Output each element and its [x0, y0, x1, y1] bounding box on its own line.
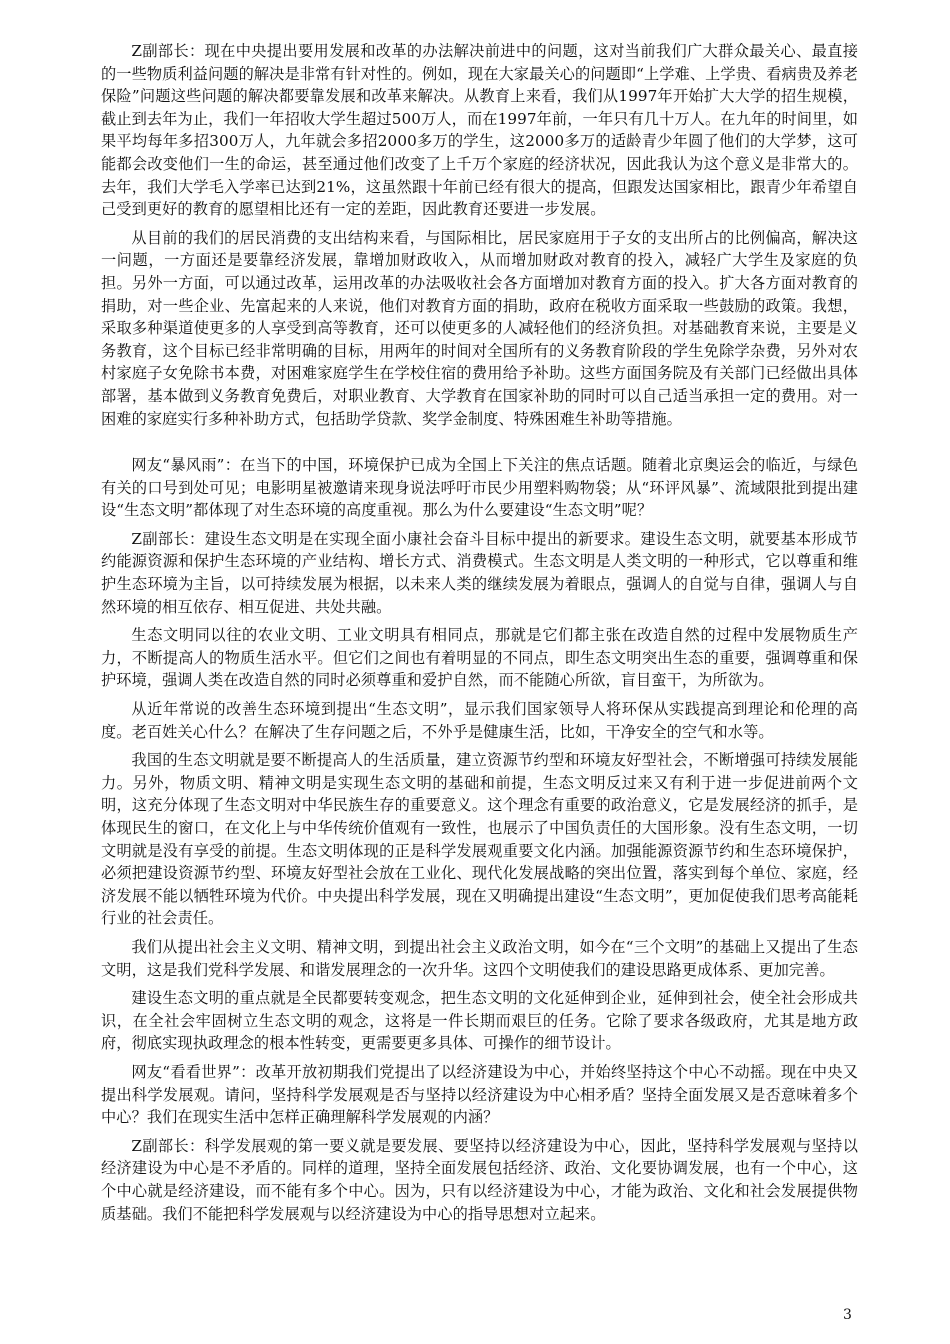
section-gap	[101, 436, 858, 454]
paragraph: Z副部长：建设生态文明是在实现全面小康社会奋斗目标中提出的新要求。建设生态文明，就要基本形成节约能源资源和保护生态环境的产业结构、增长方式、消费模式。生态文明是人类文明的一种形式，它以尊重和维护生态环境为主旨，以可持续发展为根据，以未来人类的继续发展为着眼点，强调人的自觉与自律，强调人与自然环境的相互依存、相互促进、共处共融。	[101, 529, 858, 616]
paragraph: 我国的生态文明就是要不断提高人的生活质量，建立资源节约型和环境友好型社会，不断增强可持续发展能力。另外，物质文明、精神文明是实现生态文明的基础和前提，生态文明反过来又有利于进一步促进前两个文明，这充分体现了生态文明对中华民族生存的重要意义。这个理念有重要的政治意义，它是发展经济的抓手，是体现民生的窗口，在文化上与中华传统价值观有一致性，也展示了中国负责任的大国形象。没有生态文明，一切文明就是没有享受的前提。生态文明体现的正是科学发展观重要文化内涵。加强能源资源节约和生态环境保护，必须把建设资源节约型、环境友好型社会放在工业化、现代化发展战略的突出位置，落实到每个单位、家庭，经济发展不能以牺牲环境为代价。中央提出科学发展，现在又明确提出建设“生态文明”，更加促使我们思考高能耗行业的社会责任。	[101, 751, 858, 928]
paragraph: 生态文明同以往的农业文明、工业文明具有相同点，那就是它们都主张在改造自然的过程中发展物质生产力，不断提高人的物质生活水平。但它们之间也有着明显的不同点，即生态文明突出生态的重要，强调尊重和保护环境，强调人类在改造自然的同时必须尊重和爱护自然，而不能随心所欲，盲目蛮干，为所欲为。	[101, 626, 858, 690]
paragraph: 网友“暴风雨”：在当下的中国，环境保护已成为全国上下关注的焦点话题。随着北京奥运会的临近，与绿色有关的口号到处可见；电影明星被邀请来现身说法呼吁市民少用塑料购物袋；从“环评风暴”、流域限批到提出建设“生态文明”都体现了对生态环境的高度重视。那么为什么要建设“生态文明”呢？	[101, 456, 858, 520]
paragraph: 建设生态文明的重点就是全民都要转变观念，把生态文明的文化延伸到企业，延伸到社会，使全社会形成共识，在全社会牢固树立生态文明的观念，这将是一件长期而艰巨的任务。它除了要求各级政府，尤其是地方政府，彻底实现执政理念的根本性转变，更需要更多具体、可操作的细节设计。	[101, 989, 858, 1053]
document-body	[101, 40, 858, 1231]
paragraph: 网友“看看世界”：改革开放初期我们党提出了以经济建设为中心，并始终坚持这个中心不动摇。现在中央又提出科学发展观。请问，坚持科学发展观是否与坚持以经济建设为中心相矛盾？坚持全面发展又是否意味着多个中心？我们在现实生活中怎样正确理解科学发展观的内涵？	[101, 1062, 858, 1127]
paragraph: Z副部长：现在中央提出要用发展和改革的办法解决前进中的问题，这对当前我们广大群众最关心、最直接的一些物质利益问题的解决是非常有针对性的。例如，现在大家最关心的问题即“上学难、上学贵、看病贵及养老保险”问题这些问题的解决都要靠发展和改革来解决。从教育上来看，我们从1997年开始扩大大学的招生规模，截止到去年为止，我们一年招收大学生超过500万人，而在1997年前，一年只有几十万人。在九年的时间里，如果平均每年多招300万人，九年就会多招2000多万的学生，这2000多万的适龄青少年圆了他们的大学梦，这可能都会改变他们一生的命运，甚至通过他们改变了上千万个家庭的经济状况，因此我认为这个意义是非常大的。去年，我们大学毛入学率已达到21%，这虽然跟十年前已经有很大的提高，但跟发达国家相比，跟青少年希望自己受到更好的教育的愿望相比还有一定的差距，因此教育还要进一步发展。	[101, 42, 858, 219]
paragraph: 从目前的我们的居民消费的支出结构来看，与国际相比，居民家庭用于子女的支出所占的比例偏高，解决这一问题，一方面还是要靠经济发展，靠增加财政收入，从而增加财政对教育的投入，减轻广大学生及家庭的负担。另外一方面，可以通过改革，运用改革的办法吸收社会各方面增加对教育方面的投入。扩大各方面对教育的捐助，对一些企业、先富起来的人来说，他们对教育方面的捐助，政府在税收方面采取一些鼓励的政策。我想，采取多种渠道使更多的人享受到高等教育，还可以使更多的人减轻他们的经济负担。对基础教育来说，主要是义务教育，这个目标已经非常明确的目标，用两年的时间对全国所有的义务教育阶段的学生免除学杂费，另外对农村家庭子女免除书本费，对困难家庭学生在学校住宿的费用给予补助。这些方面国务院及有关部门已经做出具体部署，基本做到义务教育免费后，对职业教育、大学教育在国家补助的同时可以自己适当承担一定的费用。对一困难的家庭实行多种补助方式，包括助学贷款、奖学金制度、特殊困难生补助等措施。	[101, 228, 858, 428]
paragraph: Z副部长：科学发展观的第一要义就是要发展、要坚持以经济建设为中心，因此，坚持科学发展观与坚持以经济建设为中心是不矛盾的。同样的道理，坚持全面发展包括经济、政治、文化要协调发展，也有一个中心，这个中心就是经济建设，而不能有多个中心。因为，只有以经济建设为中心，才能为政治、文化和社会发展提供物质基础。我们不能把科学发展观与以经济建设为中心的指导思想对立起来。	[101, 1136, 858, 1223]
paragraph: 从近年常说的改善生态环境到提出“生态文明”，显示我们国家领导人将环保从实践提高到理论和伦理的高度。老百姓关心什么？在解决了生存问题之后，不外乎是健康生活，比如，干净安全的空气和水等。	[101, 700, 858, 741]
page-number: 3	[843, 1307, 852, 1323]
paragraph: 我们从提出社会主义文明、精神文明，到提出社会主义政治文明，如今在“三个文明”的基础上又提出了生态文明，这是我们党科学发展、和谐发展理念的一次升华。这四个文明使我们的建设思路更成体系、更加完善。	[101, 937, 858, 979]
